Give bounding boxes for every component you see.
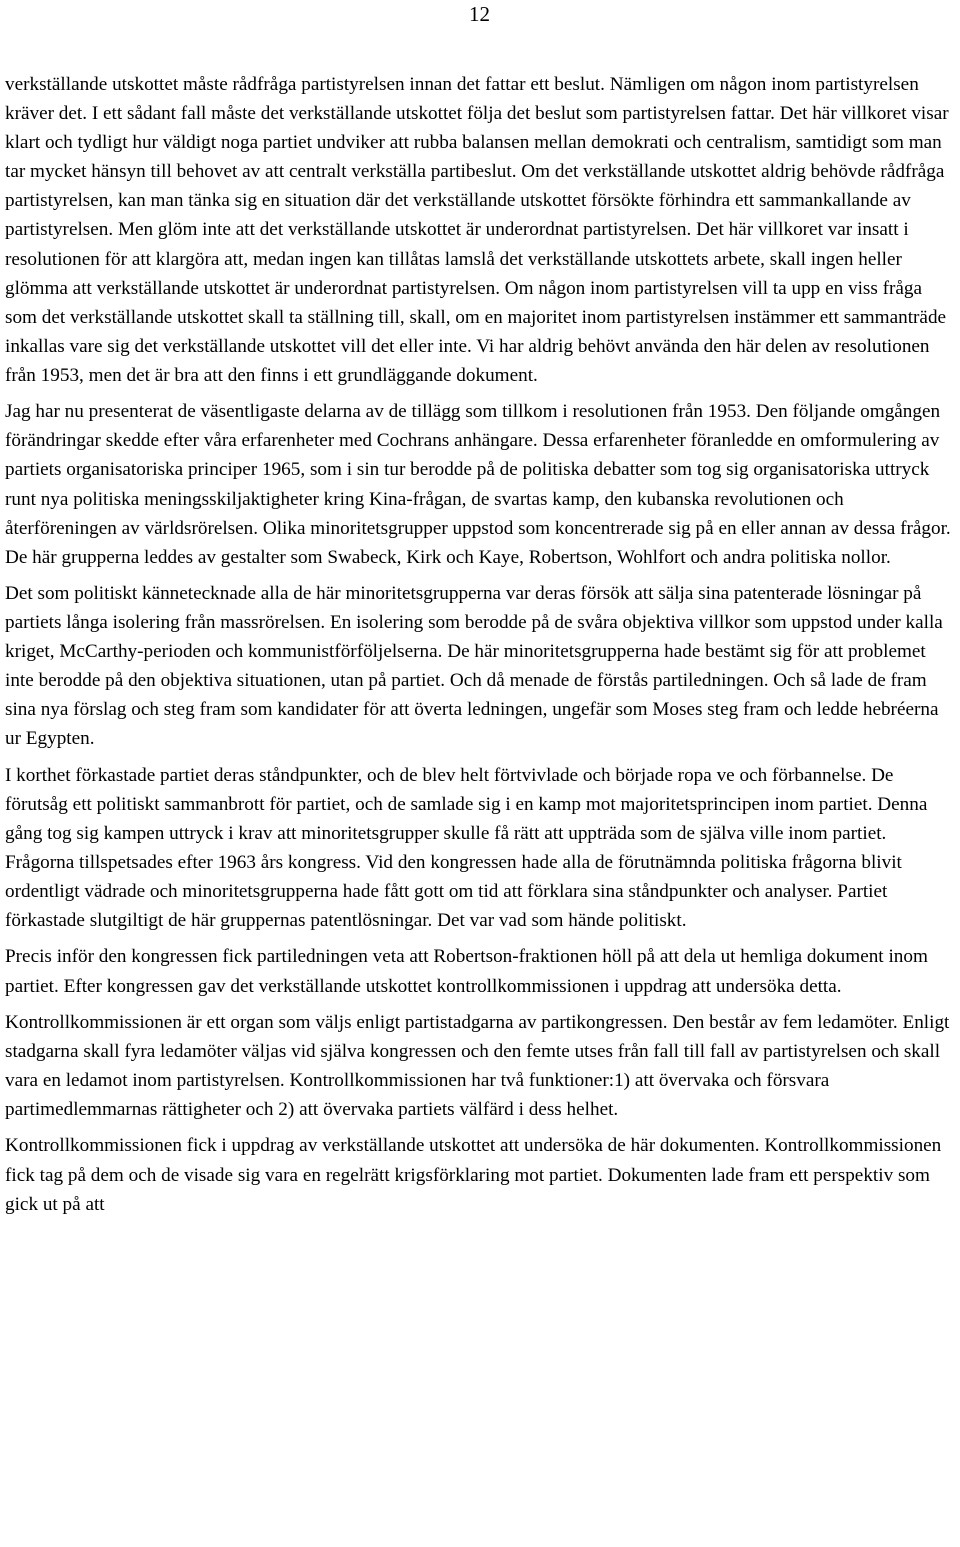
paragraph: Jag har nu presenterat de väsentligaste delarna av de tillägg som tillkom i resolutionen från 1953. Den följande omgången förändringar skedde efter våra erfarenheter med Cochrans anhängare. Dessa erfarenheter föranledde en omformulering av partiets organisatoriska principer 1965, som i sin tur berodde på de politiska debatter som tog sig organisatoriska uttryck runt nya politiska meningsskiljaktigheter kring Kina-frågan, de svartas kamp, den kubanska revolutionen och återföreningen av världsrörelsen. Olika minoritetsgrupper uppstod som koncentrerade sig på en eller annan av dessa frågor. De här grupperna leddes av gestalter som Swabeck, Kirk och Kaye, Robertson, Wohlfort och andra politiska nollor. [5,401,951,568]
paragraph: verkställande utskottet måste rådfråga partistyrelsen innan det fattar ett beslut. Nämligen om någon inom partistyrelsen kräver det. I ett sådant fall måste det verkställande utskottet följa det beslut som partistyrelsen fattar. Det här villkoret visar klart och tydligt hur väldigt noga partiet undviker att rubba balansen mellan demokrati och centralism, samtidigt som man tar mycket hänsyn till behovet av att centralt verkställa partibeslut. Om det verkställande utskottet aldrig behövde rådfråga partistyrelsen, kan man tänka sig en situation där det verkställande utskottet försökte förhindra ett sammankallande av partistyrelsen. Men glöm inte att det verkställande utskottet är underordnat partistyrelsen. Det här villkoret var insatt i resolutionen för att klargöra att, medan ingen kan tillåtas lamslå det verkställande utskottets arbete, skall ingen heller glömma att verkställande utskottet är underordnat partistyrelsen. Om någon inom partistyrelsen vill ta upp en viss fråga som det verkställande utskottet skall ta ställning till, skall, om en majoritet inom partistyrelsen instämmer ett sammanträde inkallas vare sig det verkställande utskottet vill det eller inte. Vi har aldrig behövt använda den här delen av resolutionen från 1953, men det är bra att den finns i ett grundläggande dokument. [5,74,949,386]
paragraph: Kontrollkommissionen fick i uppdrag av verkställande utskottet att undersöka de här dokumenten. Kontrollkommissionen fick tag på dem och de visade sig vara en regelrätt krigsförklaring mot partiet. Dokumenten lade fram ett perspektiv som gick ut på att [5,1135,942,1215]
paragraph: I korthet förkastade partiet deras ståndpunkter, och de blev helt förtvivlade och började ropa ve och förbannelse. De förutsåg ett politiskt sammanbrott för partiet, och de samlade sig i en kamp mot majoritetsprincipen inom partiet. Denna gång tog sig kampen uttryck i krav att minoritetsgrupper skulle få rätt att uppträda som de själva ville inom partiet. Frågorna tillspetsades efter 1963 års kongress. Vid den kongressen hade alla de förutnämnda politiska frågorna blivit ordentligt vädrade och minoritetsgrupperna hade fått gott om tid att förklara sina ståndpunkter och analyser. Partiet förkastade slutgiltigt de här gruppernas patentlösningar. Det var vad som hände politiskt. [5,764,928,932]
paragraph: Kontrollkommissionen är ett organ som väljs enligt partistadgarna av partikongressen. Den består av fem ledamöter. Enligt stadgarna skall fyra ledamöter väljas vid själva kongressen och den femte utses från fall till fall av partistyrelsen och skall vara en ledamot inom partistyrelsen. Kontrollkommissionen har två funktioner:1) att övervaka och försvara partimedlemmarnas rättigheter och 2) att övervaka partiets välfärd i dess helhet. [5,1011,950,1121]
paragraph: Det som politiskt kännetecknade alla de här minoritetsgrupperna var deras försök att sälja sina patenterade lösningar på partiets långa isolering från massrörelsen. En isolering som berodde på de svåra objektiva villkor som uppstod under kalla kriget, McCarthy-perioden och kommunistförföljelserna. De här minoritetsgrupperna hade bestämt sig för att problemet inte berodde på den objektiva situationen, utan på partiet. Och då menade de förstås partiledningen. Och så lade de fram sina nya förslag och steg fram som kandidater för att överta ledningen, ungefär som Moses steg fram och ledde hebréerna ur Egypten. [5,582,943,750]
page-number: 12 [469,2,490,26]
paragraph: Precis inför den kongressen fick partiledningen veta att Robertson-fraktionen höll på att dela ut hemliga dokument inom partiet. Efter kongressen gav det verkställande utskottet kontrollkommissionen i uppdrag att undersöka detta. [5,946,928,997]
document-body [5,70,957,1226]
